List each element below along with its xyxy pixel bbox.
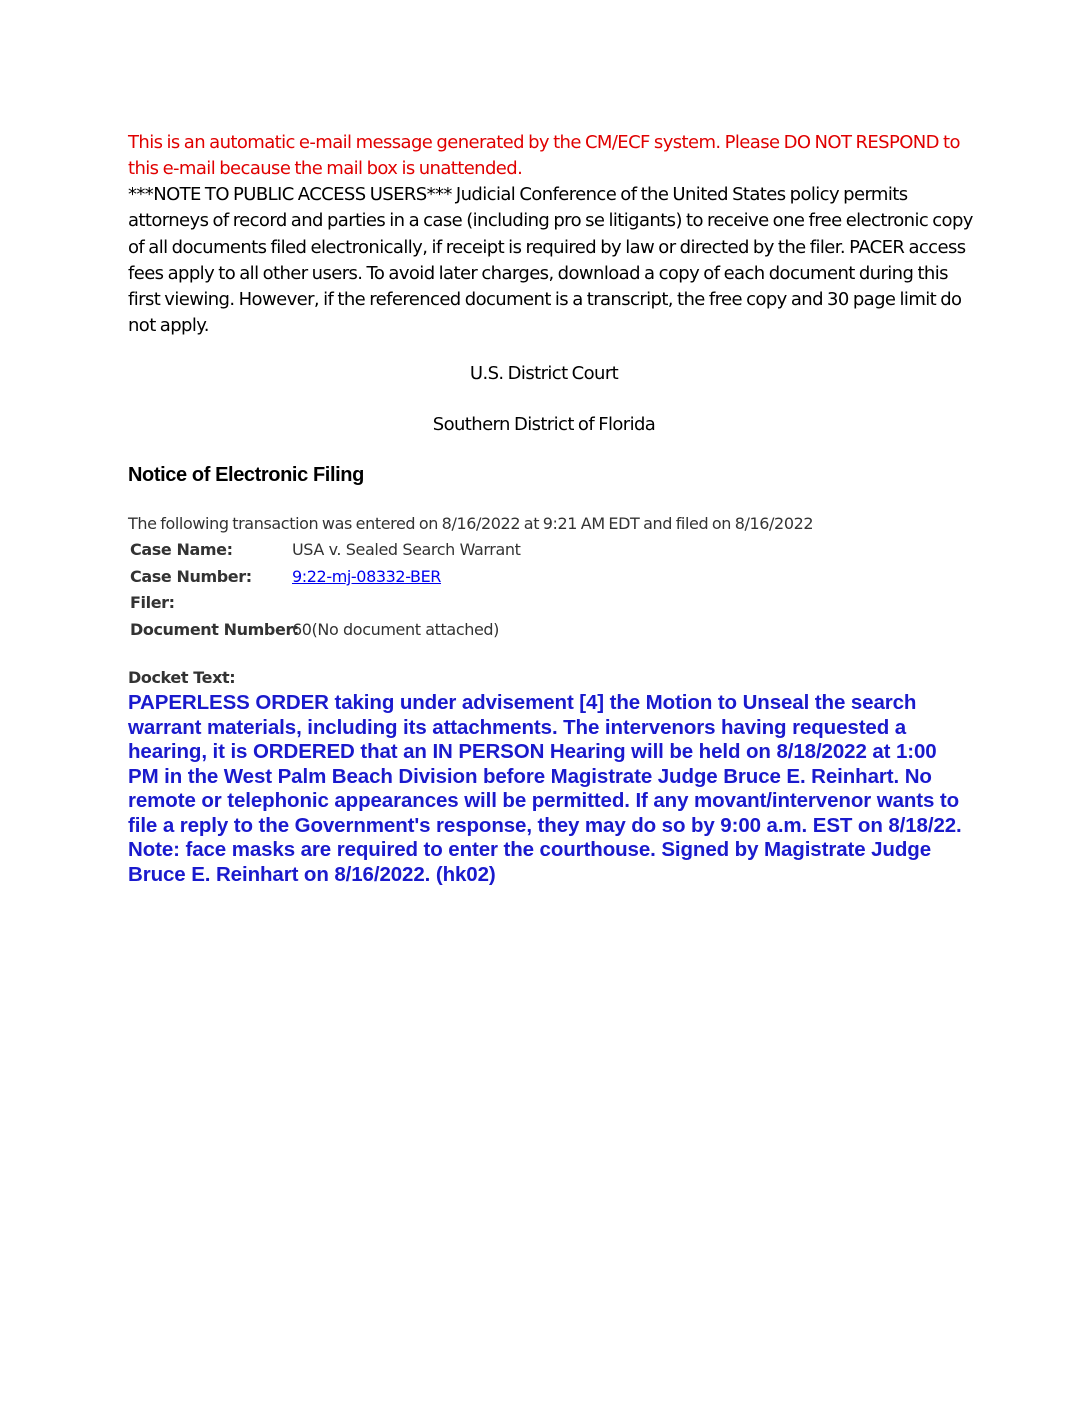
transaction-info: The following transaction was entered on 8/16/2022 at 9:21 AM EDT and filed on 8/16/2022 (128, 514, 814, 533)
document-number-value: 60(No document attached) (292, 620, 499, 639)
page-title: Notice of Electronic Filing (128, 464, 364, 486)
document-number-label: Document Number: (130, 620, 299, 639)
case-number-link[interactable]: 9:22-mj-08332-BER (292, 567, 442, 586)
court-name: U.S. District Court (469, 363, 619, 384)
case-name-label: Case Name: (130, 540, 233, 559)
docket-text-label: Docket Text: (128, 668, 236, 687)
filer-label: Filer: (130, 593, 175, 612)
docket-text: PAPERLESS ORDER taking under advisement [4] the Motion to Unseal the search warrant materials, including its attachments. The intervenors having requested a hearing, it is ORDERED that an IN PERSON Hearing will be held on 8/18/2022 at 1:00 PM in the West Palm Beach Division before Magistrate Judge Bruce E. Reinhart. No remote or telephonic appearances will be permitted. If any movant/intervenor wants to file a reply to the Government's response, they may do so by 9:00 a.m. EST on 8/18/22. Note: face masks are required to enter the courthouse. Signed by Magistrate Judge Bruce E. Reinhart on 8/16/2022. (hk02) (128, 691, 962, 886)
case-name-value: USA v. Sealed Search Warrant (292, 540, 521, 559)
public-access-note: ***NOTE TO PUBLIC ACCESS USERS*** Judicial Conference of the United States policy permits attorneys of record and parties in a case (including pro se litigants) to receive one free electronic copy of all documents filed electronically, if receipt is required by law or directed by the filer. PACER access fees apply to all other users. To avoid later charges, download a copy of each document during this first viewing. However, if the referenced document is a transcript, the free copy and 30 page limit do not apply. (128, 184, 973, 337)
automatic-email-warning: This is an automatic e-mail message generated by the CM/ECF system. Please DO NOT RESPOND to this e-mail because the mail box is unattended. (128, 132, 960, 179)
court-district: Southern District of Florida (432, 414, 656, 435)
case-number-label: Case Number: (130, 567, 252, 586)
